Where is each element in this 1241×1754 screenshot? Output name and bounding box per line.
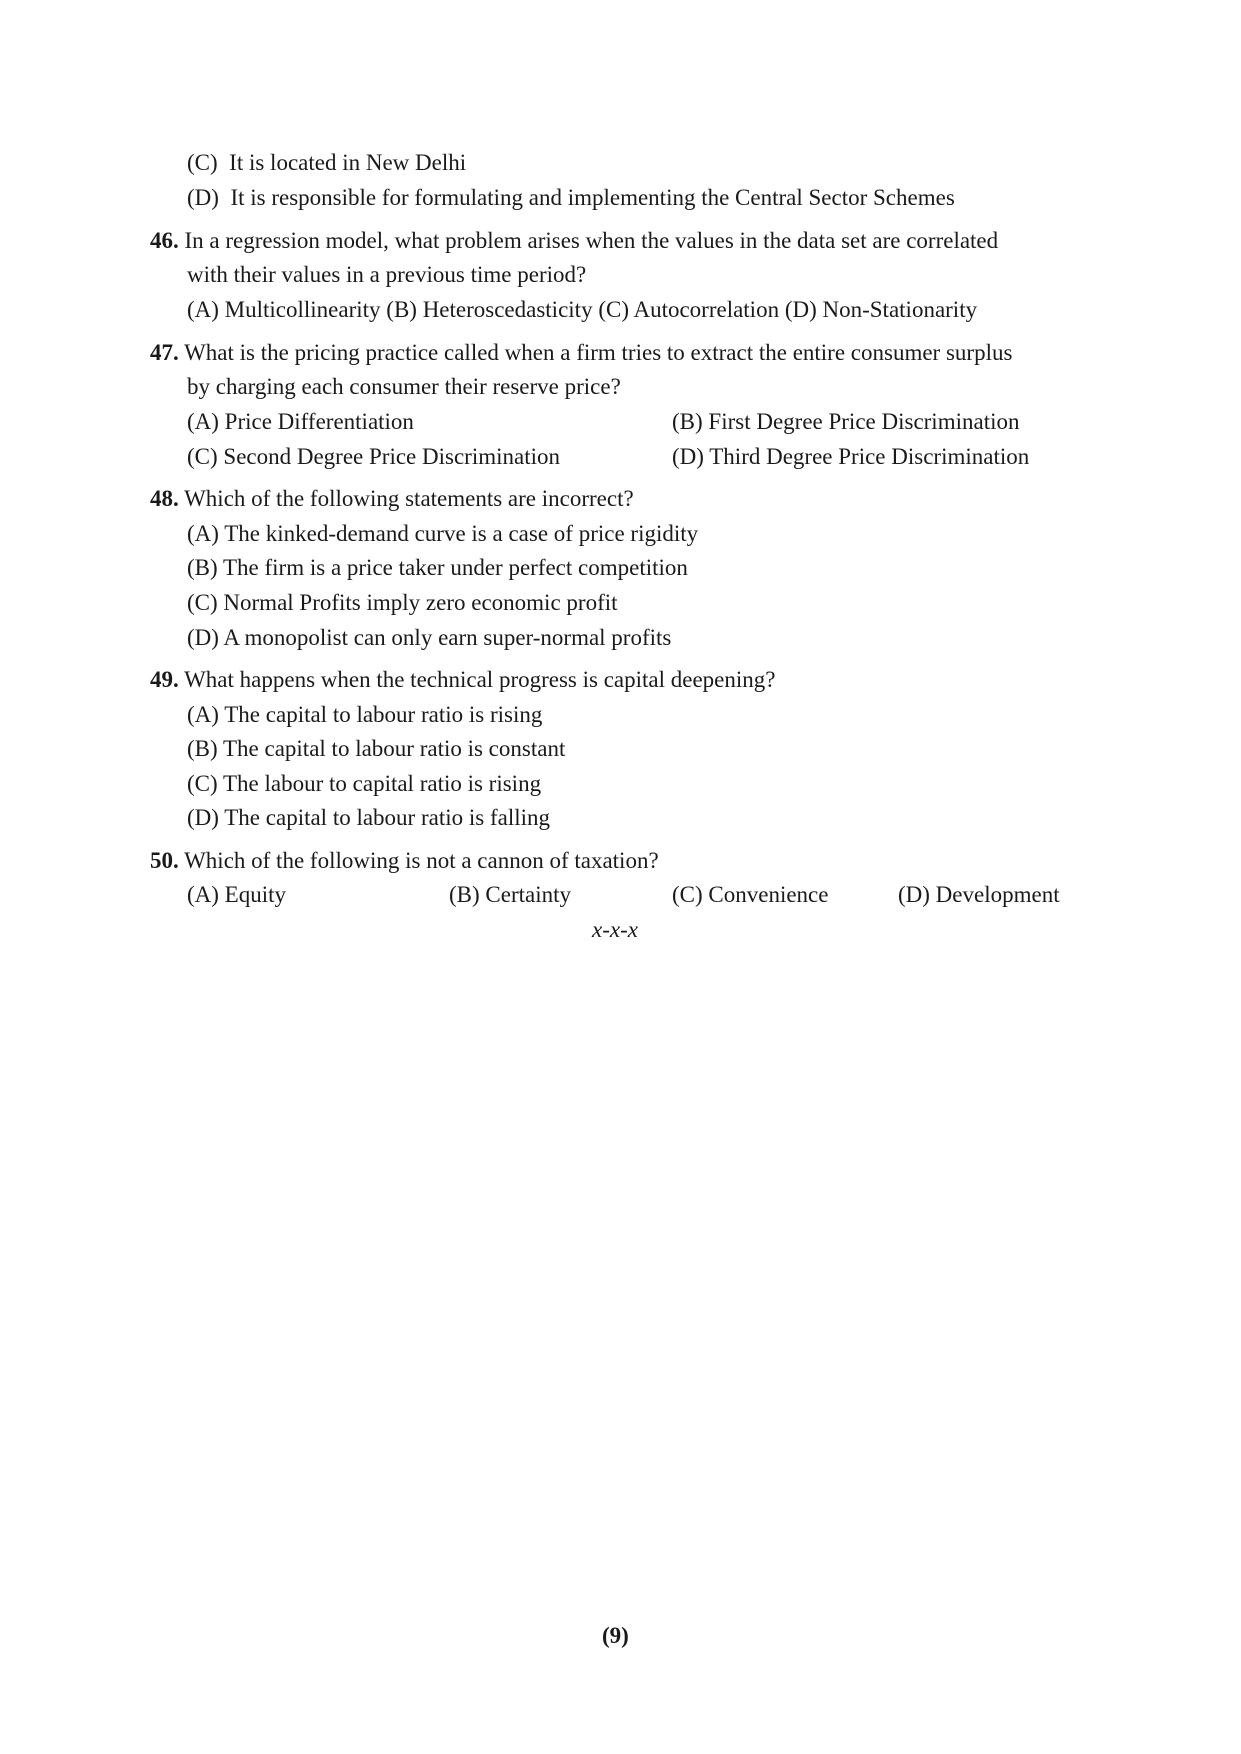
question-text: What is the pricing practice called when a firm tries to extract the entire consumer surplus xyxy=(184,340,1013,365)
question-options-line: (A) Multicollinearity (B) Heteroscedasticity (C) Autocorrelation (D) Non-Stationarity xyxy=(187,297,978,322)
question-number: 46. xyxy=(150,228,179,253)
question-text-continued: with their values in a previous time period? xyxy=(187,262,587,287)
question-text-continued: by charging each consumer their reserve price? xyxy=(187,374,621,399)
option-b: (B) First Degree Price Discrimination xyxy=(672,409,1020,434)
question-text: Which of the following is not a cannon of taxation? xyxy=(184,848,659,873)
question-number: 47. xyxy=(150,340,179,365)
option-c: (C) The labour to capital ratio is rising xyxy=(187,771,542,796)
option-d: (D) The capital to labour ratio is falling xyxy=(187,805,550,830)
question-46 xyxy=(150,227,998,255)
prev-question-option-d: (D) It is responsible for formulating and implementing the Central Sector Schemes xyxy=(187,185,955,210)
option-b: (B) The firm is a price taker under perfect competition xyxy=(187,555,688,580)
option-a: (A) The capital to labour ratio is rising xyxy=(187,702,543,727)
option-d: (D) Third Degree Price Discrimination xyxy=(672,444,1030,469)
page-number: (9) xyxy=(602,1623,629,1648)
question-text: What happens when the technical progress is capital deepening? xyxy=(184,667,776,692)
option-d: (D) A monopolist can only earn super-normal profits xyxy=(187,625,672,650)
option-a: (A) Equity xyxy=(187,882,287,907)
question-number: 48. xyxy=(150,486,179,511)
question-text: In a regression model, what problem arises when the values in the data set are correlated xyxy=(184,228,999,253)
prev-question-option-c: (C) It is located in New Delhi xyxy=(187,150,467,175)
question-number: 49. xyxy=(150,667,179,692)
end-marker: x-x-x xyxy=(592,917,638,942)
option-a: (A) Price Differentiation xyxy=(187,409,414,434)
option-c: (C) Normal Profits imply zero economic profit xyxy=(187,590,618,615)
option-d: (D) Development xyxy=(898,882,1060,907)
question-number: 50. xyxy=(150,848,179,873)
question-48 xyxy=(150,485,634,513)
option-b: (B) Certainty xyxy=(449,882,571,907)
option-a: (A) The kinked-demand curve is a case of price rigidity xyxy=(187,521,699,546)
option-c: (C) Second Degree Price Discrimination xyxy=(187,444,560,469)
option-b: (B) The capital to labour ratio is constant xyxy=(187,736,566,761)
question-47 xyxy=(150,339,1012,367)
question-49 xyxy=(150,666,775,694)
question-50 xyxy=(150,847,659,875)
option-c: (C) Convenience xyxy=(672,882,829,907)
question-text: Which of the following statements are incorrect? xyxy=(184,486,634,511)
